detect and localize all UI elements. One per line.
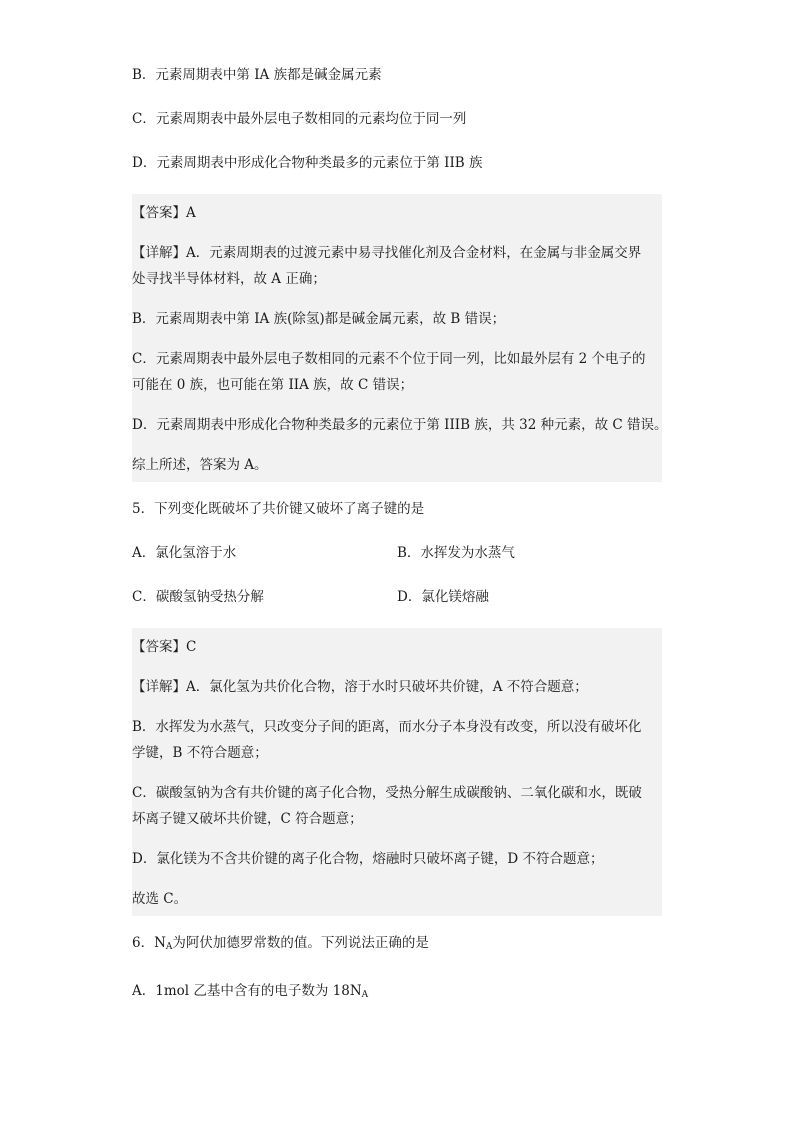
detail-c-line2: 坏离子键又破坏共价键，C 符合题意； <box>132 811 363 827</box>
q6-option-a-text: A．1mol 乙基中含有的电子数为 18N <box>132 983 362 999</box>
detail-c <box>132 780 662 832</box>
summary: 故选 C。 <box>132 891 188 907</box>
detail-b-line2: 学键，B 不符合题意； <box>132 745 268 761</box>
detail-c-line1: C．碳酸氢钠为含有共价键的离子化合物，受热分解生成碳酸钠、二氧化碳和水，既破 <box>132 785 642 801</box>
detail-c-line1: C．元素周期表中最外层电子数相同的元素不个位于同一列，比如最外层有 2 个电子的 <box>132 351 646 367</box>
detail-b <box>132 714 662 766</box>
q6-option-a <box>132 978 662 1008</box>
question-5-stem: 5．下列变化既破坏了共价键又破坏了离子键的是 <box>132 501 425 517</box>
detail-d: D．氯化镁为不含共价键的离子化合物，熔融时只破坏离子键，D 不符合题意； <box>132 851 604 867</box>
detail-a: 【详解】A．氯化氢为共价化合物，溶于水时只破坏共价键，A 不符合题意； <box>132 679 588 695</box>
q5-option-a: A．氯化氢溶于水 <box>132 545 237 561</box>
detail-c-line2: 可能在 0 族，也可能在第 IIA 族，故 C 错误； <box>132 377 414 393</box>
q5-option-b: B．水挥发为水蒸气 <box>397 545 515 561</box>
document-page <box>132 62 668 1026</box>
question-6-stem <box>132 930 662 960</box>
detail-a-line1: 【详解】A．元素周期表的过渡元素中易寻找催化剂及合金材料，在金属与非金属交界 <box>132 245 642 261</box>
option-d: D．元素周期表中形成化合物种类最多的元素位于第 IIB 族 <box>132 155 483 171</box>
detail-b: B．元素周期表中第 IA 族(除氢)都是碱金属元素，故 B 错误； <box>132 311 506 327</box>
q6-stem-subscript: A <box>165 942 173 952</box>
option-b: B．元素周期表中第 IA 族都是碱金属元素 <box>132 67 382 83</box>
answer-label: 【答案】C <box>132 639 197 655</box>
answer-block-4 <box>132 194 668 482</box>
detail-a <box>132 240 662 292</box>
q6-option-a-subscript: A <box>361 990 369 1000</box>
answer-label: 【答案】A <box>132 205 196 221</box>
option-c: C．元素周期表中最外层电子数相同的元素均位于同一列 <box>132 111 467 127</box>
answer-block-5 <box>132 628 662 916</box>
q6-stem-prefix: 6．N <box>132 935 166 951</box>
q5-option-d: D．氯化镁熔融 <box>397 589 489 605</box>
q5-option-c: C．碳酸氢钠受热分解 <box>132 589 264 605</box>
question-5-options-row1 <box>132 540 662 566</box>
question-5-options-row2 <box>132 584 662 610</box>
detail-a-line2: 处寻找半导体材料，故 A 正确； <box>132 271 326 287</box>
detail-c <box>132 346 662 398</box>
q6-stem-suffix: 为阿伏加德罗常数的值。下列说法正确的是 <box>172 935 429 951</box>
detail-b-line1: B．水挥发为水蒸气，只改变分子间的距离，而水分子本身没有改变，所以没有破坏化 <box>132 719 642 735</box>
detail-d: D．元素周期表中形成化合物种类最多的元素位于第 IIIB 族，共 32 种元素，故 C 错误。 <box>132 417 668 433</box>
summary: 综上所述，答案为 A。 <box>132 457 268 473</box>
